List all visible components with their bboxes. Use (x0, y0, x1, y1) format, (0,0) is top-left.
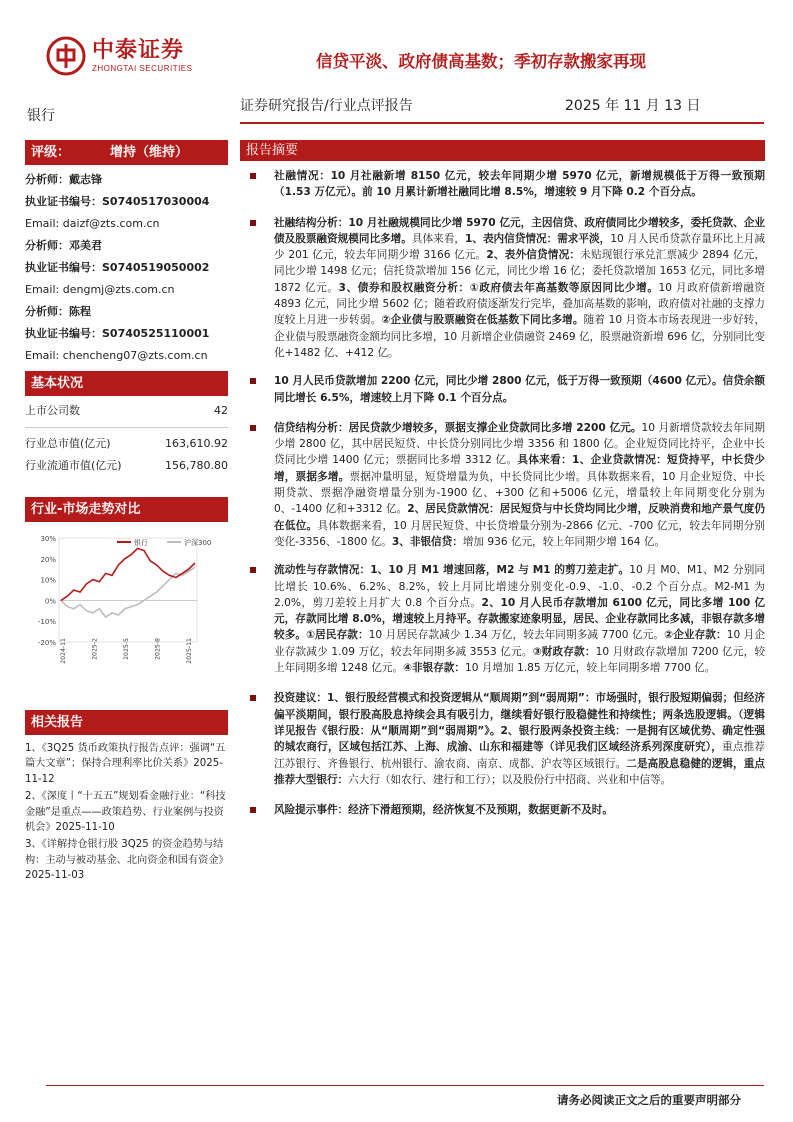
logo-seal-icon (46, 36, 86, 76)
rating-label: 评级： (31, 145, 71, 160)
related-report-link[interactable]: 2、《深度丨“十五五”规划看金融行业：“科技金融”是重点——政策趋势、行业案例与投资机会》2025-11-10 (25, 791, 226, 834)
summary-bold-text: 风险提示事件：经济下滑超预期，经济恢复不及预期，数据更新不及时。 (274, 804, 613, 817)
rating-bar (25, 140, 228, 165)
summary-bold-text: 二是高股息稳健的逻辑，重点推荐大型银行： (274, 757, 765, 786)
x-tick-label: 2025-2 (91, 638, 99, 660)
square-bullet-icon (250, 220, 256, 226)
summary-bold-text: ②企业存款： (664, 629, 727, 642)
left-sidebar (25, 140, 228, 886)
related-report-link[interactable]: 1、《3Q25 货币政策执行报告点评：强调“五篇大文章”；保持合理利率比价关系》2025-11-12 (25, 743, 226, 785)
summary-bold-text: 3、债券和股权融资分析：①政府债去年高基数等原因同比少增。 (338, 281, 659, 294)
summary-text: 重点推荐江苏银行、齐鲁银行、杭州银行、渝农商、南京、成都、沪农等区域银行。 (274, 741, 766, 770)
summary-bold-text: 社融情况：10 月社融新增 8150 亿元，较去年同期少增 5970 亿元，新增规模低于万得一致预期（1.53 万亿元）。前 10 月累计新增社融同比增 8.5%，增速较 9 月下降 0.2 个百分点。 (274, 170, 765, 199)
analyst-email[interactable]: dengmj@zts.com.cn (62, 283, 175, 296)
summary-paragraph (240, 690, 765, 788)
square-bullet-icon (250, 695, 256, 701)
summary-text: 10 月增加 1.85 万亿元，较上年同期多增 7700 亿。 (465, 662, 716, 675)
analyst-name-label: 分析师： (25, 239, 69, 252)
x-tick-label: 2025-11 (186, 638, 193, 664)
analyst-name: 戴志锋 (69, 173, 102, 186)
analyst-email[interactable]: daizf@zts.com.cn (62, 217, 160, 230)
basic-info-row (25, 455, 228, 477)
analyst-name-label: 分析师： (25, 305, 69, 318)
report-title: 信贷平淡、政府债高基数；季初存款搬家再现 (316, 52, 646, 71)
summary-bold-text: 3、非银信贷： (391, 535, 463, 548)
y-tick-label: -20% (37, 639, 56, 647)
summary-text: 10 月居民存款减少 1.34 万亿，较去年同期多减 7700 亿元。 (368, 629, 665, 642)
cert-number: S0740525110001 (102, 327, 210, 340)
cert-label: 执业证书编号： (25, 195, 102, 208)
square-bullet-icon (250, 567, 256, 573)
summary-text: 10 月 M0、M1、M2 分别同比增长 10.6%、6.2%、8.2%，较上月同比增速分别变化-0.9、-1.0、-0.2 个百分点。M2-M1 为 2.0%，剪刀差较上月扩大 0.8 个百分点。 (274, 564, 765, 609)
analyst-email[interactable]: chencheng07@zts.com.cn (62, 349, 208, 362)
x-tick-label: 2025-5 (123, 638, 130, 660)
email-label: Email: (25, 217, 60, 230)
summary-text: 未贴现银行承兑汇票减少 2894 亿元，同比少增 1498 亿元；信托贷款增加 156 亿元，同比少增 16 亿；委托贷款增加 1653 亿元，同比多增 1872 亿元。 (274, 249, 765, 294)
summary-text: 票据冲量明显，短贷增量为负，中长贷同比少增。具体数据来看，10 月企业短贷、中长期贷款、票据净融资增量分别为-1900 亿、+300 亿和+5006 亿元，增量较上年同期变化分别为 0、-1400 亿和+3312 亿。 (274, 470, 765, 516)
cert-number: S0740517030004 (102, 195, 210, 208)
summary-bold-text: 投资建议：1、银行股经营模式和投资逻辑从“顺周期”到“弱周期”：市场强时，银行股短期偏弱；但经济偏平淡期间，银行股高股息持续会具有吸引力，继续看好银行股稳健性和持续性；两条选股逻辑。（逻辑详见报告《银行股：从“顺周期”到“弱周期”》。2、银行股两条投资主线：一是拥有区域优势、确定性强的城农商行，区域包括江苏、上海、成渝、山东和福建等（详见我们区域经济系列深度研究）， (274, 692, 765, 754)
cert-number: S0740519050002 (102, 261, 210, 274)
summary-paragraph (240, 373, 765, 406)
email-label: Email: (25, 349, 60, 362)
y-tick-label: -10% (37, 618, 56, 627)
summary-bold-text: 具体来看：1、企业贷款情况：短贷持平，中长贷少增，票据多增。 (274, 454, 765, 483)
summary-bold-text: ②企业债与股票融资在低基数下同比多增。 (381, 314, 584, 327)
summary-text: 10 月新增贷款较去年同期少增 2800 亿，其中居民短贷、中长贷分别同比少增 3356 和 1800 亿。企业短贷同比持平，企业中长贷同比少增 1400 亿元；票据同比多增 3312 亿。 (274, 421, 765, 467)
square-bullet-icon (250, 173, 256, 179)
trend-chart-svg (25, 528, 228, 678)
rating-value: 增持（维持） (109, 145, 188, 160)
basic-info-header: 基本状况 (25, 371, 228, 396)
basic-info-row (25, 433, 228, 455)
square-bullet-icon (250, 378, 256, 384)
cert-label: 执业证书编号： (25, 261, 102, 274)
email-label: Email: (25, 283, 60, 296)
square-bullet-icon (250, 807, 256, 813)
industry-label: 银行 (27, 108, 55, 124)
summary-body (240, 168, 765, 818)
trend-chart (25, 528, 228, 682)
summary-bold-text: 10 月人民币贷款增加 2200 亿元，同比少增 2800 亿元，低于万得一致预期（4600 亿元）。信贷余额同比增长 6.5%，增速较上月下降 0.1 个百分点。 (274, 375, 765, 404)
row-label: 行业流通市值(亿元) (25, 459, 122, 472)
summary-bold-text: 2、10 月人民币存款增加 6100 亿元，同比多增 100 亿元，存款同比增 8.0%，增速较上月持平。存款搬家迹象明显，居民、企业存款同比多减，非银存款多增较多。①居民存款： (274, 596, 765, 642)
related-report-link[interactable]: 3、《详解持仓银行股 3Q25 的资金趋势与结构：主动与被动基金、北向资金和国有资金》2025-11-03 (25, 839, 224, 882)
legend-label: 银行 (134, 539, 148, 547)
summary-text: 10 月人民币贷款存量环比上月减少 201 亿元，较去年同期少增 3166 亿元。 (274, 232, 766, 262)
square-bullet-icon (250, 425, 256, 431)
x-tick-label: 2025-8 (154, 638, 162, 660)
analyst-block (25, 169, 228, 367)
plot-frame (59, 538, 197, 642)
footer-disclaimer: 请务必阅读正文之后的重要声明部分 (557, 1093, 741, 1107)
basic-info-table (25, 400, 228, 477)
summary-text: 六大行（如农行、建行和工行）；以及股份行中招商、兴业和中信等。 (348, 773, 672, 786)
report-type: 证券研究报告/行业点评报告 (240, 98, 413, 114)
summary-paragraph (240, 802, 765, 818)
summary-header: 报告摘要 (240, 140, 765, 161)
summary-bold-text: 流动性与存款情况：1、10 月 M1 增速回落，M2 与 M1 的剪刀差走扩。 (274, 564, 630, 577)
summary-bold-text: 信贷结构分析：居民贷款少增较多，票据支撑企业贷款同比多增 2200 亿元。 (274, 421, 642, 434)
summary-text: 具体数据来看，10 月居民短贷、中长贷增量分别为-2866 亿元、-700 亿元，较去年同期分别变化-3356、-1800 亿。 (274, 519, 766, 548)
summary-bold-text: 社融结构分析：10 月社融规模同比少增 5970 亿元，主因信贷、政府债同比少增较多，委托贷款、企业债及股票融资规模同比多增。 (274, 216, 765, 245)
summary-paragraph (240, 168, 765, 201)
logo-chinese-name: 中泰证券 (92, 37, 185, 63)
y-tick-label: 10% (40, 576, 56, 585)
header-divider (240, 122, 764, 124)
summary-bold-text: 2、表外信贷情况： (486, 249, 581, 262)
row-label: 行业总市值(亿元) (25, 437, 111, 450)
summary-text: 随着 10 月资本市场表现进一步好转，企业债与股票融资金额均同比多增，10 月新增企业债融资 2469 亿，股票融资新增 696 亿，分别同比变化+1482 亿、+412 亿。 (274, 314, 766, 359)
row-value: 42 (214, 404, 228, 417)
summary-text: 10 月财政存款增加 7200 亿元，较上年同期多增 1248 亿元。 (274, 645, 765, 675)
analyst-name: 陈程 (69, 305, 91, 318)
x-tick-label: 2024-11 (60, 638, 67, 664)
summary-text: 10 月企业存款减少 1.09 万亿，较去年同期多减 3553 亿元。 (274, 629, 765, 658)
summary-paragraph (240, 562, 765, 676)
cert-label: 执业证书编号： (25, 327, 102, 340)
footer-divider (46, 1085, 764, 1086)
basic-info-row (25, 400, 228, 422)
report-date: 2025 年 11 月 13 日 (565, 98, 701, 114)
trend-header: 行业-市场走势对比 (25, 497, 228, 522)
summary-text: 增加 936 亿元，较上年同期少增 164 亿。 (462, 535, 666, 548)
summary-text: 具体来看， (411, 232, 465, 245)
y-tick-label: 30% (40, 535, 56, 543)
y-tick-label: 20% (40, 555, 56, 564)
logo-english-name: ZHONGTAI SECURITIES (92, 63, 193, 73)
legend-label: 沪深300 (184, 539, 212, 547)
summary-text: 10 月政府债新增融资 4893 亿元，同比少增 5602 亿；随着政府债逐渐发行完毕，叠加高基数的影响，政府债对社融的支撑力度较上月进一步转弱。 (274, 281, 766, 327)
report-summary (240, 140, 765, 818)
company-logo (46, 36, 192, 76)
analyst-name-label: 分析师： (25, 173, 69, 186)
analyst-name: 邓美君 (69, 239, 102, 252)
y-tick-label: 0% (44, 597, 56, 606)
summary-bold-text: ③财政存款： (532, 645, 596, 658)
summary-bold-text: 1、表内信贷情况：需求平淡， (464, 232, 611, 245)
row-label: 上市公司数 (25, 404, 80, 417)
related-reports-list (25, 741, 228, 884)
related-reports-header: 相关报告 (25, 710, 228, 735)
row-value: 163,610.92 (165, 437, 228, 450)
summary-bold-text: ④非银存款： (403, 662, 465, 675)
summary-paragraph (240, 420, 765, 550)
summary-bold-text: 2、居民贷款情况：居民短贷与中长贷均同比少增，反映消费和地产景气度仍在低位。 (274, 503, 765, 532)
summary-paragraph (240, 215, 765, 362)
row-value: 156,780.80 (165, 459, 228, 472)
